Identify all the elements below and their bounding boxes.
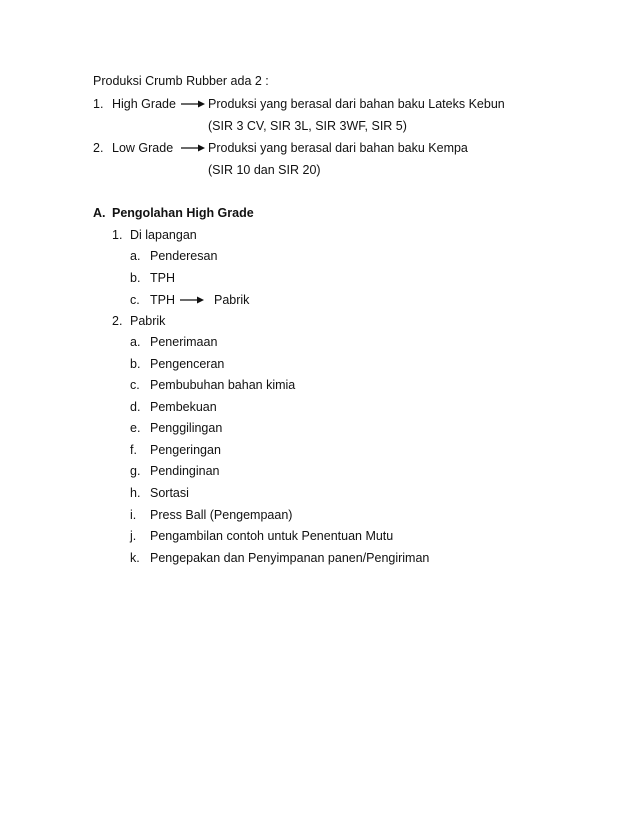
list-item: TPH <box>150 293 175 307</box>
list-item-letter: e. <box>130 421 141 435</box>
list-item-letter: d. <box>130 400 141 414</box>
grade-name: Low Grade <box>112 141 174 155</box>
grade-name: High Grade <box>112 97 176 111</box>
subsection-number: 2. <box>112 314 123 328</box>
arrow-right-icon <box>181 99 205 109</box>
list-item-letter: b. <box>130 271 141 285</box>
list-item-letter: k. <box>130 551 140 565</box>
intro-text: Produksi Crumb Rubber ada 2 : <box>93 74 269 88</box>
section-letter: A. <box>93 206 106 220</box>
list-item: TPH <box>150 271 175 285</box>
list-item: Pengepakan dan Penyimpanan panen/Pengiriman <box>150 551 430 565</box>
list-item-letter: j. <box>130 529 137 543</box>
grade-number: 2. <box>93 141 104 155</box>
list-item: Pengambilan contoh untuk Penentuan Mutu <box>150 529 394 543</box>
list-item: Pendinginan <box>150 464 220 478</box>
subsection-title: Pabrik <box>130 314 166 328</box>
list-item-letter: c. <box>130 293 140 307</box>
subsection-number: 1. <box>112 228 123 242</box>
grade-detail: (SIR 3 CV, SIR 3L, SIR 3WF, SIR 5) <box>208 119 407 133</box>
list-item: Penderesan <box>150 249 218 263</box>
list-item: Sortasi <box>150 486 189 500</box>
section-title: Pengolahan High Grade <box>112 206 254 220</box>
list-item: Penerimaan <box>150 335 218 349</box>
list-item-letter: c. <box>130 378 140 392</box>
grade-description: Produksi yang berasal dari bahan baku Kempa <box>208 141 468 155</box>
list-item-letter: a. <box>130 335 141 349</box>
list-item: Penggilingan <box>150 421 223 435</box>
list-item: Press Ball (Pengempaan) <box>150 508 293 522</box>
arrow-right-icon <box>180 295 204 305</box>
grade-detail: (SIR 10 dan SIR 20) <box>208 163 321 177</box>
list-item-letter: h. <box>130 486 141 500</box>
list-item-target: Pabrik <box>214 293 250 307</box>
list-item: Pengenceran <box>150 357 225 371</box>
grade-number: 1. <box>93 97 104 111</box>
list-item: Pembekuan <box>150 400 217 414</box>
list-item: Pembubuhan bahan kimia <box>150 378 296 392</box>
list-item-letter: i. <box>130 508 137 522</box>
list-item-letter: a. <box>130 249 141 263</box>
subsection-title: Di lapangan <box>130 228 197 242</box>
list-item-letter: f. <box>130 443 137 457</box>
list-item-letter: b. <box>130 357 141 371</box>
list-item-letter: g. <box>130 464 141 478</box>
list-item: Pengeringan <box>150 443 221 457</box>
arrow-right-icon <box>181 143 205 153</box>
grade-description: Produksi yang berasal dari bahan baku Lateks Kebun <box>208 97 505 111</box>
